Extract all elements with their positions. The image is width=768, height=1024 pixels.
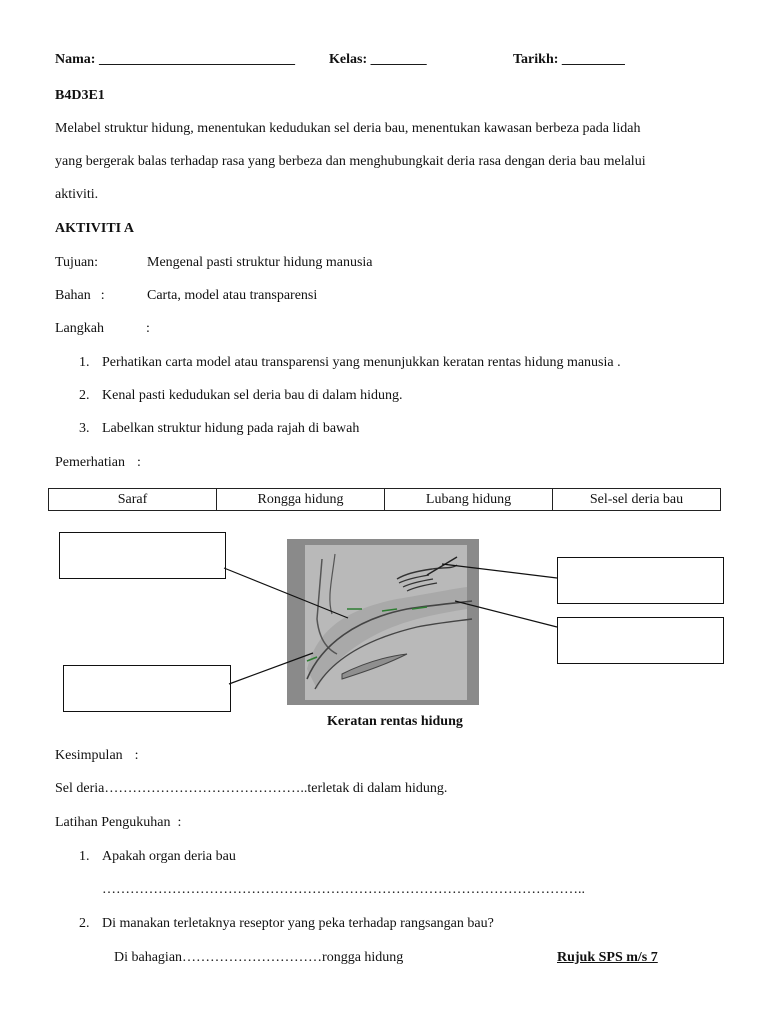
kesimpulan-label: Kesimpulan : — [55, 748, 139, 763]
bahan-label: Bahan : — [55, 288, 105, 303]
answer-1-blank[interactable]: ………………………………………………………………………………………….. — [102, 882, 585, 897]
question-1-num: 1. — [79, 849, 90, 864]
question-1-text: Apakah organ deria bau — [102, 849, 236, 864]
langkah-label: Langkah — [55, 321, 104, 336]
answer-2-blank[interactable]: ………………………… — [182, 950, 323, 965]
question-2-num: 2. — [79, 916, 90, 931]
figure-caption: Keratan rentas hidung — [327, 714, 463, 729]
activity-title: AKTIVITI A — [55, 221, 134, 236]
step-2-num: 2. — [79, 388, 90, 403]
nama-blank[interactable]: ____________________________ — [98, 52, 295, 67]
conclusion-sentence: Sel deria……………………………………..terletak di dalam hidung. — [55, 781, 448, 796]
reference-note: Rujuk SPS m/s 7 — [557, 950, 658, 965]
pemerhatian-label: Pemerhatian : — [55, 455, 141, 470]
objective-line-1: Melabel struktur hidung, menentukan kedudukan sel deria bau, menentukan kawasan berbeza pada lidah — [55, 121, 641, 136]
word-bank-item: Saraf — [49, 489, 217, 511]
kelas-label: Kelas: — [329, 52, 368, 67]
kelas-blank[interactable]: ________ — [370, 52, 427, 67]
word-bank-item: Lubang hidung — [385, 489, 553, 511]
objective-line-3: aktiviti. — [55, 187, 99, 202]
step-1-text: Perhatikan carta model atau transparensi yang menunjukkan keratan rentas hidung manusia . — [102, 355, 621, 370]
word-bank-item: Sel-sel deria bau — [553, 489, 721, 511]
tarikh-label: Tarikh: — [513, 52, 559, 67]
step-1-num: 1. — [79, 355, 90, 370]
word-bank-item: Rongga hidung — [217, 489, 385, 511]
tujuan-label: Tujuan: — [55, 255, 99, 270]
nama-label: Nama: — [55, 52, 96, 67]
langkah-colon: : — [146, 321, 150, 336]
question-2-text: Di manakan terletaknya reseptor yang peka terhadap rangsangan bau? — [102, 916, 494, 931]
tujuan-value: Mengenal pasti struktur hidung manusia — [147, 255, 373, 270]
latihan-label: Latihan Pengukuhan : — [55, 815, 182, 830]
step-3-num: 3. — [79, 421, 90, 436]
step-2-text: Kenal pasti kedudukan sel deria bau di dalam hidung. — [102, 388, 403, 403]
step-3-text: Labelkan struktur hidung pada rajah di bawah — [102, 421, 360, 436]
tarikh-blank[interactable]: _________ — [561, 52, 625, 67]
conclusion-blank[interactable]: …………………………………….. — [104, 781, 308, 796]
objective-line-2: yang bergerak balas terhadap rasa yang berbeza dan menghubungkait deria rasa dengan deria bau melalui — [55, 154, 646, 169]
bahan-value: Carta, model atau transparensi — [147, 288, 318, 303]
answer-2-sentence: Di bahagian…………………………rongga hidung — [114, 950, 404, 965]
document-code: B4D3E1 — [55, 88, 105, 103]
